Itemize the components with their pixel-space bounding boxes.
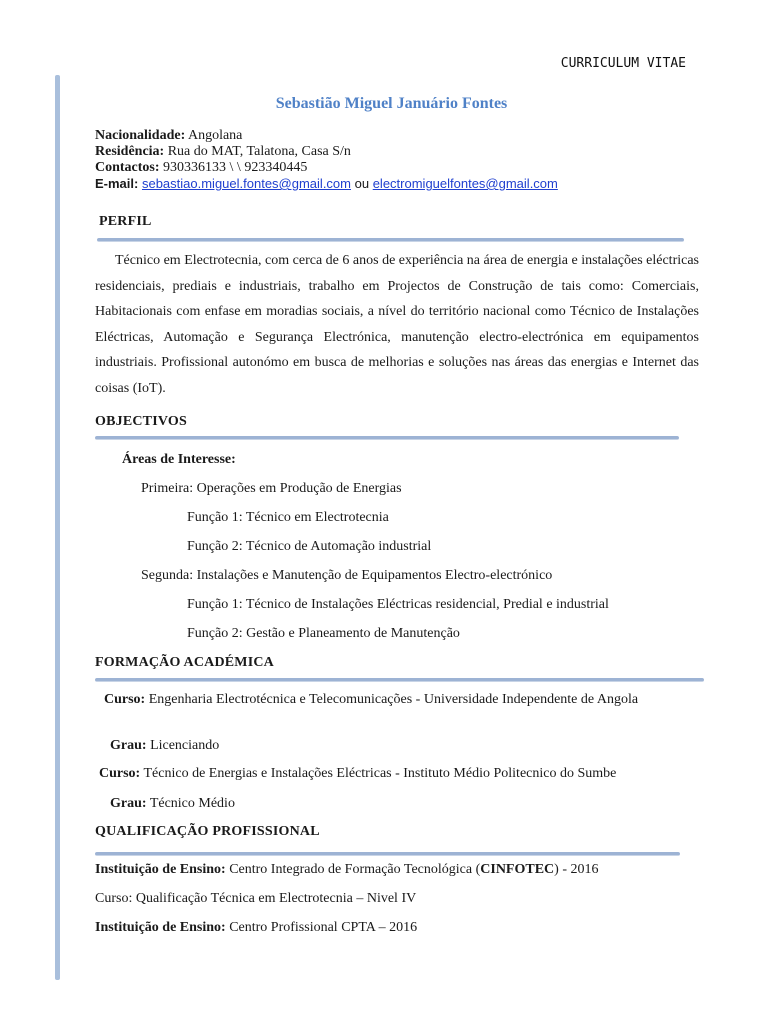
education-degree-1: [110, 738, 219, 754]
profile-paragraph: Técnico em Electrotecnia, com cerca de 6 anos de experiência na área de energia e instalações eléctricas residenciais, prediais e industriais, trabalho em Projectos de Construção de tais como: Comerciais, Habitacionais com enfase em moradias sociais, a nível do território nacional como Técnico de Instalações Eléctricas, Automação e Segurança Electrónica, manutenção electro-electrónica em equipamentos industriais. Profissional autonómo em busca de melhorias e soluções nas áreas das energias e Internet das coisas (IoT).: [95, 253, 699, 396]
institution-acronym: CINFOTEC: [480, 862, 555, 877]
candidate-name: Sebastião Miguel Januário Fontes: [275, 95, 508, 112]
education-course-1: [95, 692, 687, 708]
interest-areas-label: Áreas de Interesse:: [122, 452, 236, 467]
left-decorative-bar: [55, 75, 60, 980]
degree-value: Licenciando: [150, 738, 220, 753]
residence-row: [95, 144, 695, 160]
section-heading-formacao: FORMAÇÃO ACADÉMICA: [95, 655, 274, 670]
degree-value: Técnico Médio: [149, 796, 235, 811]
institution-value: Centro Profissional CPTA – 2016: [229, 920, 418, 935]
email-separator: ou: [354, 176, 370, 191]
institution-label: Instituição de Ensino:: [95, 862, 226, 877]
contacts-value: 930336133 \ \ 923340445: [163, 160, 308, 175]
interest-function: Função 2: Técnico de Automação industrial: [187, 539, 432, 554]
education-course-2: [99, 766, 616, 782]
section-divider: [97, 238, 684, 242]
residence-value: Rua do MAT, Talatona, Casa S/n: [167, 144, 351, 159]
course-label: Curso:: [99, 766, 141, 781]
institution-value-prefix: Centro Integrado de Formação Tecnológica (: [229, 862, 481, 877]
nationality-row: [95, 128, 695, 144]
residence-label: Residência:: [95, 144, 165, 159]
interest-area-secondary: Segunda: Instalações e Manutenção de Equipamentos Electro-electrónico: [141, 568, 553, 583]
contacts-row: [95, 160, 695, 176]
course-value: Engenharia Electrotécnica e Telecomunicações - Universidade Independente de Angola: [148, 692, 639, 707]
course-label: Curso:: [104, 692, 146, 707]
interest-function: Função 1: Técnico de Instalações Eléctricas residencial, Predial e industrial: [187, 597, 609, 612]
email-link-secondary[interactable]: electromiguelfontes@gmail.com: [372, 176, 558, 191]
qualification-institution-1: [95, 862, 599, 878]
document-type-label: CURRICULUM VITAE: [560, 56, 686, 71]
nationality-label: Nacionalidade:: [95, 128, 186, 143]
email-link-primary[interactable]: sebastiao.miguel.fontes@gmail.com: [141, 176, 351, 191]
institution-value-suffix: ) - 2016: [554, 862, 599, 877]
course-value: Técnico de Energias e Instalações Eléctricas - Instituto Médio Politecnico do Sumbe: [143, 766, 617, 781]
qualification-course: Curso: Qualificação Técnica em Electrotecnia – Nivel IV: [95, 891, 417, 906]
interest-function: Função 1: Técnico em Electrotecnia: [187, 510, 389, 525]
education-degree-2: [110, 796, 235, 812]
interest-area-primary: Primeira: Operações em Produção de Energias: [141, 481, 402, 496]
section-divider: [95, 852, 680, 856]
section-heading-qualificacao: QUALIFICAÇÃO PROFISSIONAL: [95, 824, 320, 839]
degree-label: Grau:: [110, 796, 147, 811]
section-heading-objectivos: OBJECTIVOS: [95, 414, 187, 429]
institution-label: Instituição de Ensino:: [95, 920, 226, 935]
interest-function: Função 2: Gestão e Planeamento de Manutenção: [187, 626, 460, 641]
contacts-label: Contactos:: [95, 160, 160, 175]
degree-label: Grau:: [110, 738, 147, 753]
email-row: [95, 176, 695, 192]
personal-info: [95, 128, 695, 192]
section-divider: [95, 678, 704, 682]
email-label: E-mail:: [95, 176, 139, 191]
section-heading-perfil: PERFIL: [99, 214, 152, 229]
qualification-institution-2: [95, 920, 417, 936]
nationality-value: Angolana: [187, 128, 243, 143]
section-divider: [95, 436, 679, 440]
